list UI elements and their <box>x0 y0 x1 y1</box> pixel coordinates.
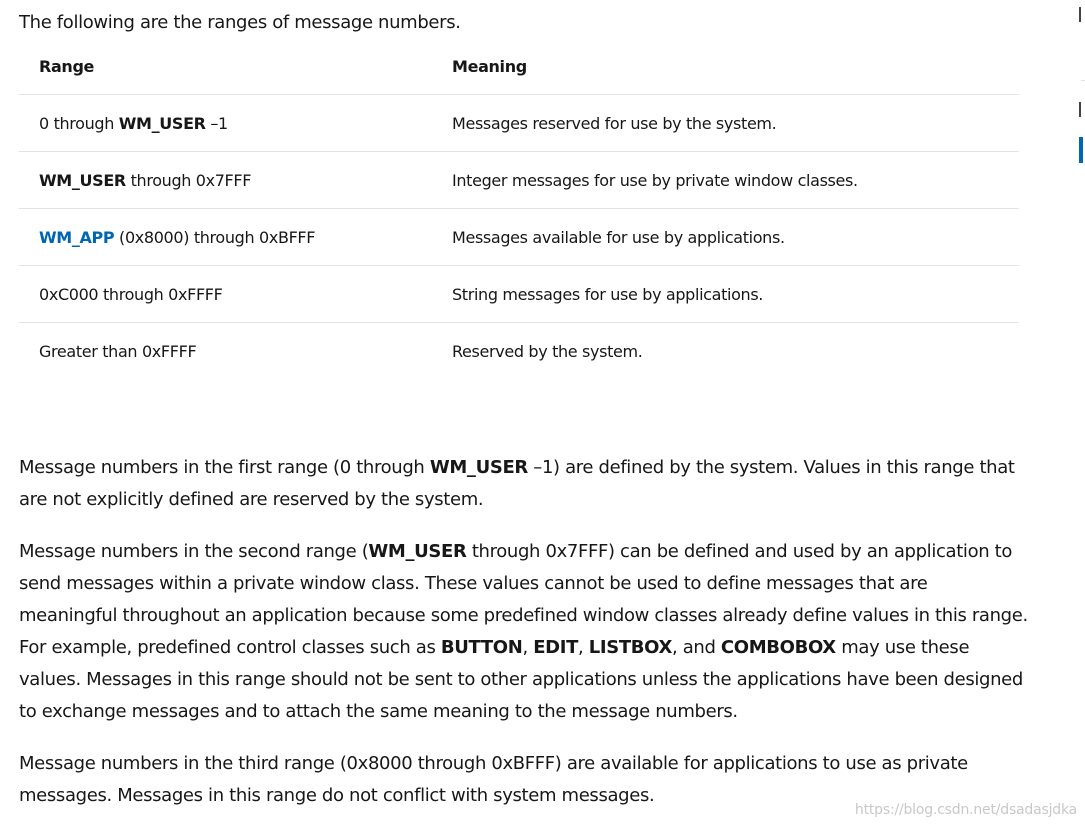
combobox-class-term: COMBOBOX <box>720 637 836 658</box>
range-text: through 0x7FFF <box>125 170 252 190</box>
meaning-cell: String messages for use by applications. <box>432 266 1019 323</box>
paragraph-text: –1) are defined by the system. Values in this range that are not explicitly defined are reserved by the system. <box>19 457 1015 510</box>
wm-user-term: WM_USER <box>39 170 126 190</box>
sidebar-active-indicator <box>1079 137 1083 163</box>
paragraph-text: Message numbers in the first range (0 through <box>19 457 430 478</box>
range-cell <box>19 152 432 209</box>
sidebar-divider <box>1081 80 1085 81</box>
table-row <box>19 266 1019 323</box>
sidebar-text-fragment <box>1079 7 1081 22</box>
edit-class-term: EDIT <box>533 637 579 658</box>
sidebar-text-fragment <box>1079 102 1081 117</box>
right-sidebar-edge <box>1077 0 1085 826</box>
meaning-cell: Reserved by the system. <box>452 341 643 361</box>
paragraph-text: may use these values. Messages in this range should not be sent to other applications unless the applications have been designed to exchange messages and to attach the same meaning to the message numbers. <box>19 637 1023 722</box>
table-header-row <box>19 38 1019 95</box>
wm-user-term: WM_USER <box>118 113 206 133</box>
listbox-class-term: LISTBOX <box>588 637 672 658</box>
wm-app-link[interactable]: WM_APP <box>39 227 115 247</box>
meaning-cell: Messages reserved for use by the system. <box>432 95 1019 152</box>
table-row <box>19 323 1019 380</box>
header-meaning: Meaning <box>432 38 1019 95</box>
header-range: Range <box>19 38 432 95</box>
paragraph-text: , <box>522 637 534 658</box>
table-row <box>19 95 1019 152</box>
paragraph-second-range <box>19 536 1029 728</box>
intro-text: The following are the ranges of message numbers. <box>19 12 461 33</box>
table-row <box>19 152 1019 209</box>
paragraph-first-range <box>19 452 1029 516</box>
range-cell: 0xC000 through 0xFFFF <box>19 266 432 323</box>
range-text: 0 through <box>39 113 119 133</box>
range-text: –1 <box>205 113 228 133</box>
meaning-cell: Messages available for use by applications. <box>432 209 1019 266</box>
button-class-term: BUTTON <box>440 637 523 658</box>
paragraph-text: , and <box>671 637 721 658</box>
message-ranges-table <box>19 38 1019 379</box>
paragraph-text: Message numbers in the second range ( <box>19 541 369 562</box>
paragraph-text: Message numbers in the third range (0x8000 through 0xBFFF) are available for applications to use as private messages. Messages in this range do not conflict with system messages. <box>19 753 968 806</box>
meaning-cell: Integer messages for use by private window classes. <box>432 152 1019 209</box>
paragraph-text: , <box>578 637 589 658</box>
wm-user-term: WM_USER <box>429 457 528 478</box>
range-cell <box>19 95 432 152</box>
watermark: https://blog.csdn.net/dsadasjdka <box>854 802 1077 818</box>
range-text: (0x8000) through 0xBFFF <box>114 227 316 247</box>
range-cell: Greater than 0xFFFF <box>39 341 197 361</box>
table-row <box>19 209 1019 266</box>
wm-user-term: WM_USER <box>368 541 467 562</box>
paragraph-text: through 0x7FFF) can be defined and used by an application to send messages within a private window class. These values cannot be used to define messages that are meaningful throughout an application because some predefined window classes already define values in this range. For example, predefined control classes such as <box>19 541 1028 658</box>
range-cell <box>19 209 432 266</box>
